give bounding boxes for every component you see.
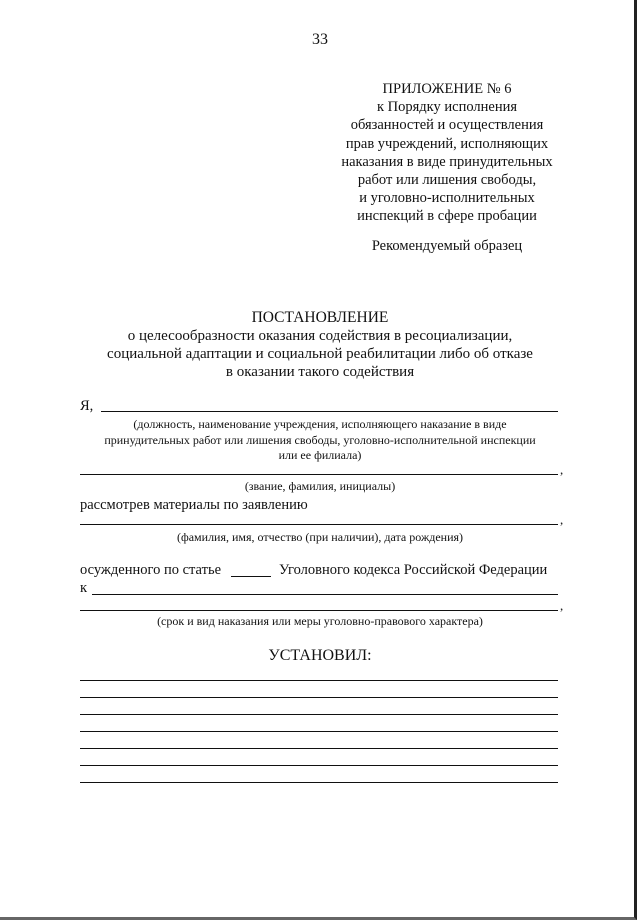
position-hint: или ее филиала) <box>278 448 362 462</box>
appendix-line: обязанностей и осуществления <box>350 117 544 134</box>
comma: , <box>560 462 564 477</box>
convicted-suffix: Уголовного кодекса Российской Федерации <box>279 562 548 578</box>
established-line[interactable] <box>80 680 558 681</box>
rank-line[interactable] <box>80 474 558 475</box>
appendix-line: наказания в виде принудительных <box>341 153 553 170</box>
document-subtitle-line: социальной адаптации и социальной реабилитации либо об отказе <box>107 346 533 362</box>
document-subtitle-line: в оказании такого содействия <box>225 364 415 380</box>
ya-label: Я, <box>80 398 94 414</box>
appendix-line: и уголовно-исполнительных <box>359 190 535 207</box>
document-subtitle-line: о целесообразности оказания содействия в ресоциализации, <box>127 328 513 344</box>
established-line[interactable] <box>80 714 558 715</box>
convicted-prefix: осужденного по статье <box>80 562 222 578</box>
sentence-hint: (срок и вид наказания или меры уголовно-правового характера) <box>157 614 483 628</box>
position-hint: (должность, наименование учреждения, исполняющего наказание в виде <box>133 417 507 431</box>
sample-label: Рекомендуемый образец <box>371 238 523 254</box>
appendix-line: к Порядку исполнения <box>376 99 518 116</box>
applicant-hint: (фамилия, имя, отчество (при наличии), дата рождения) <box>176 530 464 544</box>
comma: , <box>560 512 564 527</box>
rank-hint: (звание, фамилия, инициалы) <box>244 479 396 493</box>
established-line[interactable] <box>80 697 558 698</box>
established-heading: УСТАНОВИЛ: <box>268 647 372 664</box>
article-line[interactable] <box>231 576 271 577</box>
document-heading: ПОСТАНОВЛЕНИЕ <box>251 309 389 326</box>
comma: , <box>560 598 564 613</box>
appendix-line: работ или лишения свободы, <box>357 172 537 189</box>
position-line[interactable] <box>101 411 558 412</box>
appendix-line: прав учреждений, исполняющих <box>345 135 549 152</box>
established-line[interactable] <box>80 748 558 749</box>
established-line[interactable] <box>80 765 558 766</box>
established-line[interactable] <box>80 731 558 732</box>
position-hint: принудительных работ или лишения свободы, уголовно-исполнительной инспекции <box>104 433 536 447</box>
sentence-line[interactable] <box>92 594 558 595</box>
applicant-line[interactable] <box>80 524 558 525</box>
appendix-block <box>316 80 578 226</box>
sentence-line-2[interactable] <box>80 610 558 611</box>
k-label: к <box>80 580 88 596</box>
page-number: 33 <box>312 31 328 48</box>
considered-label: рассмотрев материалы по заявлению <box>80 497 308 513</box>
appendix-line: инспекций в сфере пробации <box>357 208 537 225</box>
appendix-title: ПРИЛОЖЕНИЕ № 6 <box>382 81 512 97</box>
document-title-block <box>0 309 640 381</box>
established-line[interactable] <box>80 782 558 783</box>
